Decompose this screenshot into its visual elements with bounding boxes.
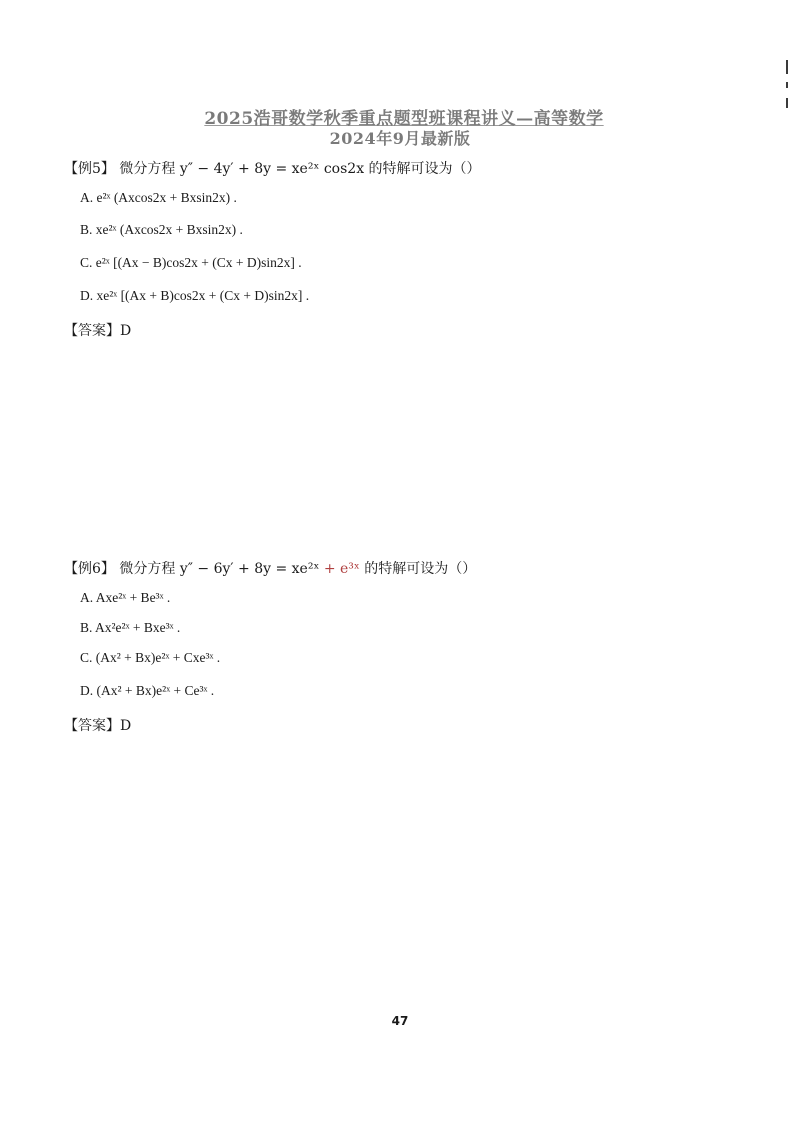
question-6-stem: 微分方程 y″ − 6y′ + 8y = xe²ˣ — [114, 561, 324, 577]
question-5-stem: 微分方程 y″ − 4y′ + 8y = xe²ˣ cos2x 的特解可设为（） — [114, 161, 481, 177]
page-header-edition: 2024年9月最新版 — [329, 129, 471, 148]
question-6-stem-tail: 的特解可设为（） — [359, 561, 477, 577]
question-6-option-d: D. (Ax² + Bx)e²ˣ + Ce³ˣ . — [80, 683, 215, 698]
question-5-label: 【例5】 — [64, 161, 115, 177]
question-6-option-c: C. (Ax² + Bx)e²ˣ + Cxe³ˣ . — [80, 650, 221, 665]
scan-edge-mark — [786, 60, 788, 74]
question-5-title — [64, 158, 481, 178]
question-6-option-a: A. Axe²ˣ + Be³ˣ . — [80, 590, 171, 605]
page-header-title: 2025浩哥数学秋季重点题型班课程讲义—高等数学 — [204, 109, 604, 129]
question-5-option-c: C. e²ˣ [(Ax − B)cos2x + (Cx + D)sin2x] . — [80, 255, 302, 270]
page-number: 47 — [391, 1014, 409, 1028]
scan-edge-mark — [786, 82, 788, 88]
question-5-answer: 【答案】D — [64, 323, 132, 339]
question-5-option-a: A. e²ˣ (Axcos2x + Bxsin2x) . — [80, 190, 237, 205]
question-6-stem-red: + e³ˣ — [323, 561, 360, 577]
question-5-option-d: D. xe²ˣ [(Ax + B)cos2x + (Cx + D)sin2x] . — [80, 288, 310, 303]
question-6-answer: 【答案】D — [64, 718, 132, 734]
question-5-option-b: B. xe²ˣ (Axcos2x + Bxsin2x) . — [80, 222, 243, 237]
question-6-label: 【例6】 — [64, 561, 115, 577]
question-6-option-b: B. Ax²e²ˣ + Bxe³ˣ . — [80, 620, 181, 635]
question-6-title — [64, 558, 476, 578]
scan-edge-mark — [786, 98, 788, 108]
